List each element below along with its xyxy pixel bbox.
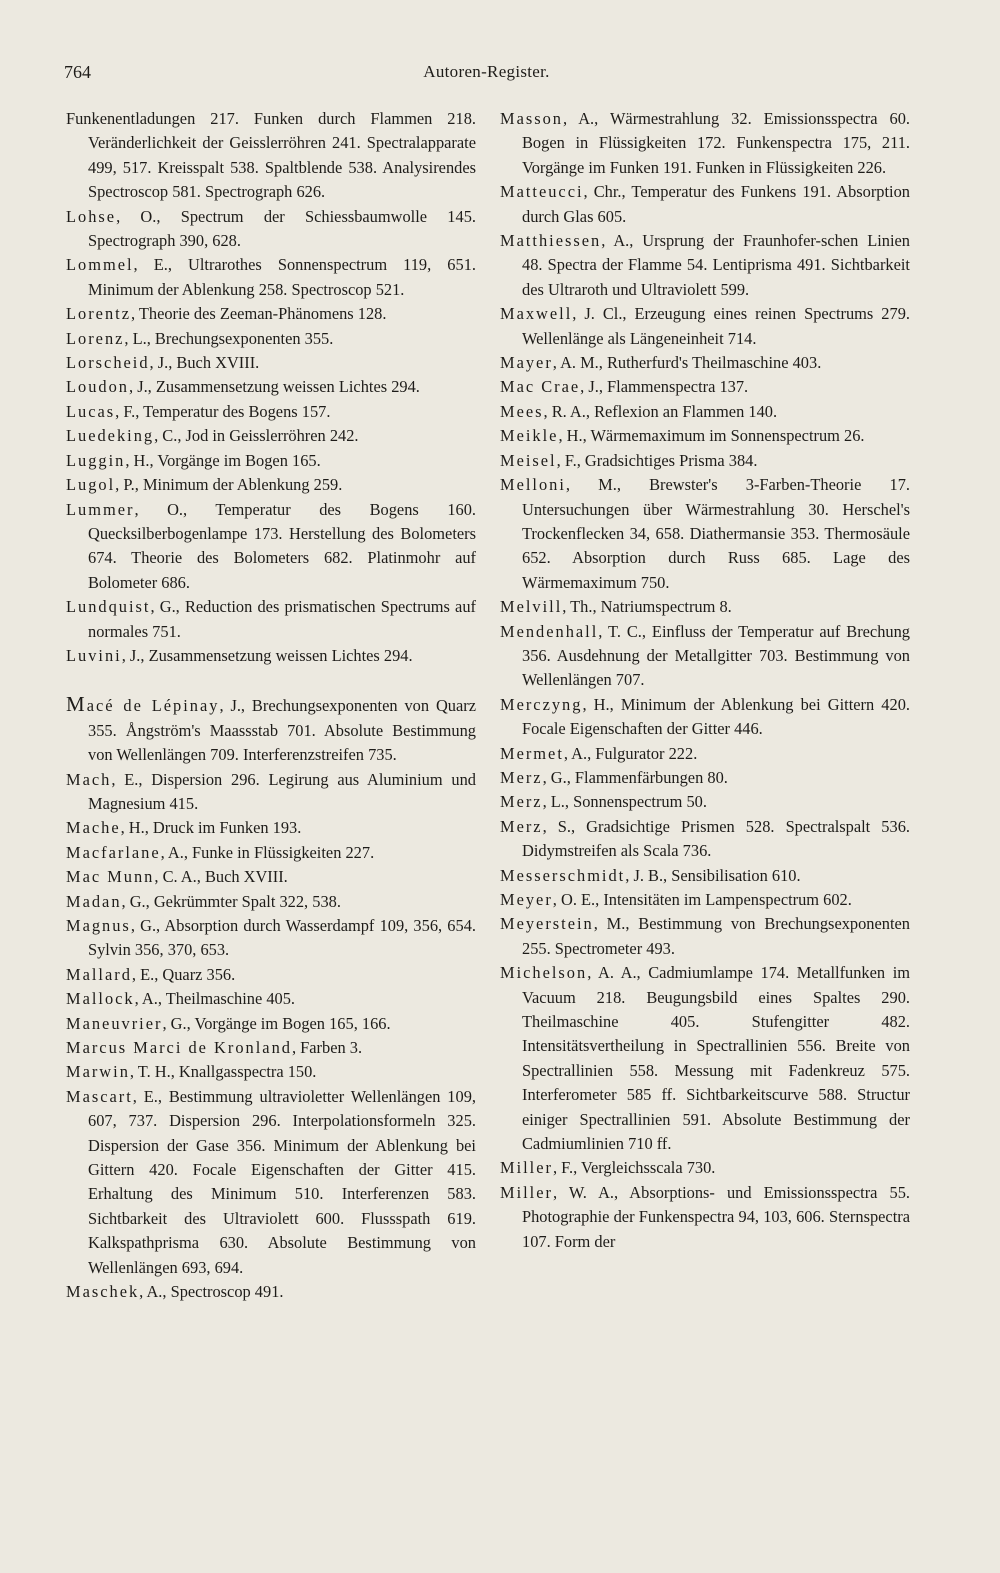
entry-name: Marcus Marci de Kronland [66,1038,292,1058]
entry-name: Lundquist [66,597,151,617]
entry-text: , P., Minimum der Ablenkung 259. [115,475,343,495]
entry-text: , F., Temperatur des Bogens 157. [115,401,331,421]
entry-text: , A., Funke in Flüssigkeiten 227. [160,842,375,862]
index-entry [500,595,910,619]
index-entry [66,302,476,326]
entry-name-initial: M [66,692,87,717]
entry-name: Meyerstein [500,914,594,934]
index-entry [66,473,476,497]
index-entry [66,1036,476,1060]
entry-name: Mach [66,769,112,789]
entry-text: , E., Quarz 356. [131,964,236,984]
index-entry [500,693,910,742]
entry-text: , H., Druck im Funken 193. [120,818,302,838]
index-entry [66,205,476,254]
index-entry [66,914,476,963]
entry-name: Melloni [500,475,566,495]
index-entry [500,961,910,1156]
index-entry [66,987,476,1011]
entry-name: Luedeking [66,426,155,446]
entry-text: , G., Flammenfärbungen 80. [542,767,728,787]
entry-text: , G., Reduction des prismatischen Spectrums auf normales 751. [88,597,476,641]
entry-name: Lorenz [66,328,125,348]
index-entry [66,327,476,351]
page-number: 764 [64,62,91,82]
index-entry [66,107,476,205]
entry-name: Masson [500,109,563,128]
index-entry [500,107,910,180]
index-entry [500,888,910,912]
entry-name: Maxwell [500,304,573,324]
index-entry [500,375,910,399]
entry-text: , C., Jod in Geisslerröhren 242. [154,426,359,446]
index-entry [66,768,476,817]
entry-text: Funkenentladungen 217. Funken durch Flammen 218. Veränderlichkeit der Geisslerröhren 241. Spectralapparate 499, 517. Kreisspalt 538. Spaltblende 538. Analysirendes Spectroscop 581. Spectrograph 626. [66,109,476,202]
index-entry [66,1280,476,1304]
index-entry [500,620,910,693]
index-entry [66,816,476,840]
entry-name: Meyer [500,890,553,909]
index-entry [500,912,910,961]
index-entry [500,766,910,790]
entry-name: Lucas [66,401,116,421]
entry-name: Merz [500,816,543,836]
entry-name: Mermet [500,743,564,763]
entry-name: Madan [66,891,122,911]
entry-name: Loudon [66,377,129,397]
entry-name: Matthiessen [500,231,602,251]
entry-name: Maneuvrier [66,1013,163,1033]
entry-text: , H., Wärmemaximum im Sonnenspectrum 26. [558,426,865,446]
entry-name: Miller [500,1158,553,1178]
entry-name: Merczyng [500,694,583,714]
index-entry [500,180,910,229]
entry-name: Merz [500,792,543,812]
entry-name: Merz [500,767,543,787]
index-entry [66,424,476,448]
entry-name: Mac Crae [500,377,581,397]
index-entry [66,400,476,424]
entry-name: Mac Munn [66,867,155,887]
index-entry [500,400,910,424]
index-entry [500,790,910,814]
entry-name: Mache [66,818,121,838]
entry-text: , A. A., Cadmiumlampe 174. Metallfunken im Vacuum 218. Beugungsbild eines Spaltes 290. Theilmaschine 405. Stufengitter 482. Intensitätsvertheilung in Spectrallinien 556. Breite von Spectrallinien 558. Messung mit Fadenkreuz 575. Interferometer 585 ff. Sichtbarkeitscurve 588. Structur einiger Spectrallinien 591. Absolute Bestimmung der Cadmiumlinien 710 ff. [522,963,910,1154]
entry-name: Lohse [66,206,117,226]
entry-text: , A., Wärmestrahlung 32. Emissionsspectra 60. Bogen in Flüssigkeiten 172. Funkenspectra 175, 211. Vorgänge im Funken 191. Funken in Flüssigkeiten 226. [522,109,910,177]
entry-text: , O. E., Intensitäten im Lampenspectrum 602. [552,890,852,909]
entry-text: , G., Vorgänge im Bogen 165, 166. [162,1013,391,1033]
index-entry [66,449,476,473]
entry-text: , H., Minimum der Ablenkung bei Gittern 420. Focale Eigenschaften der Gitter 446. [522,694,910,739]
entry-text: , A., Fulgurator 222. [563,743,698,763]
entry-text: , G., Gekrümmter Spalt 322, 538. [121,891,341,911]
entry-text: , G., Absorption durch Wasserdampf 109, 356, 654. Sylvin 356, 370, 653. [88,916,476,960]
index-entry [66,351,476,375]
entry-name: Mendenhall [500,621,599,641]
entry-name: Mascart [66,1086,133,1106]
index-entry [66,1085,476,1280]
entry-name: Miller [500,1182,553,1202]
entry-name: Luvini [66,645,122,665]
entry-text: , Theorie des Zeeman-Phänomens 128. [130,304,387,324]
entry-text: , T. H., Knallgasspectra 150. [129,1062,317,1082]
index-entry [500,424,910,448]
entry-name: Meikle [500,426,559,446]
index-entry [500,449,910,473]
index-entry [66,644,476,668]
index-entry [66,890,476,914]
index-entry [500,1181,910,1254]
index-entry [500,351,910,375]
index-entry [500,742,910,766]
entry-text: , E., Ultrarothes Sonnenspectrum 119, 651. Minimum der Ablenkung 258. Spectroscop 521. [88,255,476,299]
left-column [66,107,476,1305]
entry-name: Magnus [66,916,131,935]
index-entry [500,864,910,888]
entry-name: Michelson [500,963,588,983]
entry-name: Matteucci [500,182,584,202]
entry-name: Melvill [500,597,563,617]
index-entry [66,375,476,399]
entry-text: , J., Buch XVIII. [149,353,260,373]
running-title: Autoren-Register. [423,62,550,81]
entry-text: , E., Dispersion 296. Legirung aus Aluminium und Magnesium 415. [88,769,476,813]
entry-text: , R. A., Reflexion an Flammen 140. [543,401,778,421]
index-entry [500,815,910,864]
entry-text: , T. C., Einfluss der Temperatur auf Brechung 356. Ausdehnung der Metallgitter 703. Bestimmung von Wellenlängen 707. [522,621,910,690]
entry-text: , F., Vergleichsscala 730. [552,1158,716,1178]
entry-text: , H., Vorgänge im Bogen 165. [125,450,321,470]
entry-name: Mallock [66,989,135,1009]
entry-name: Lorscheid [66,353,150,373]
entry-text: , E., Bestimmung ultravioletter Wellenlängen 109, 607, 737. Dispersion 296. Interpolationsformeln 325. Dispersion der Gase 356. Minimum der Ablenkung bei Gittern 420. Focale Eigenschaften der Gitter 415. Erhaltung des Minimum 510. Interferenzen 583. Sichtbarkeit des Ultraviolett 600. Flussspath 619. Kalkspathprisma 630. Absolute Bestimmung von Wellenlängen 693, 694. [88,1086,476,1277]
entry-name: Lugol [66,475,116,495]
entry-name: Meisel [500,450,557,470]
page-header [64,62,909,86]
entry-name: Mees [500,401,544,421]
entry-text: , J., Zusammensetzung weissen Lichtes 294. [121,645,413,665]
index-entry [66,1012,476,1036]
entry-text: , J., Brechungsexponenten von Quarz 355. Ångström's Maassstab 701. Absolute Bestimmung von Wellenlängen 709. Interferenzstreifen 735. [88,696,476,765]
entry-text: , J. Cl., Erzeugung eines reinen Spectrums 279. Wellenlänge als Längeneinheit 714. [522,304,910,348]
entry-text: , S., Gradsichtige Prismen 528. Spectralspalt 536. Didymstreifen als Scala 736. [522,816,910,861]
index-entry [66,498,476,596]
entry-text: , J. B., Sensibilisation 610. [625,865,801,885]
entry-text: , A., Theilmaschine 405. [134,989,296,1009]
entry-text: , O., Spectrum der Schiessbaumwolle 145. Spectrograph 390, 628. [88,206,476,251]
entry-name: Marwin [66,1062,130,1082]
index-entry [66,595,476,644]
entry-name: Mayer [500,353,553,373]
right-column [500,107,910,1254]
index-entry [66,963,476,987]
entry-text: , Farben 3. [291,1038,363,1058]
entry-text: , A. M., Rutherfurd's Theilmaschine 403. [552,353,822,373]
entry-text: , J., Zusammensetzung weissen Lichtes 294. [129,377,420,397]
index-entry [500,1156,910,1180]
entry-text: , Chr., Temperatur des Funkens 191. Absorption durch Glas 605. [522,182,910,226]
entry-text: , A., Ursprung der Fraunhofer-schen Linien 48. Spectra der Flamme 54. Lentiprisma 491. Sichtbarkeit des Ultraroth und Ultraviolett 599. [522,231,910,299]
entry-name: Messerschmidt [500,865,626,885]
index-entry [500,302,910,351]
entry-text: , L., Brechungsexponenten 355. [124,328,334,348]
entry-text: , C. A., Buch XVIII. [154,867,288,887]
entry-text: , J., Flammenspectra 137. [580,377,749,397]
entry-text: , L., Sonnenspectrum 50. [542,792,707,812]
index-entry [66,865,476,889]
entry-name: acé de Lépinay [86,696,220,716]
index-entry [66,253,476,302]
entry-text: , M., Brewster's 3-Farben-Theorie 17. Untersuchungen über Wärmestrahlung 30. Herschel's Trockenflecken 34, 658. Diathermansie 353. Thermosäule 652. Absorption durch Russ 685. Lage des Wärmemaximum 750. [522,475,910,592]
index-entry [66,692,476,767]
entry-text: , M., Bestimmung von Brechungsexponenten 255. Spectrometer 493. [522,914,910,958]
entry-text: , A., Spectroscop 491. [139,1282,284,1302]
entry-text: , O., Temperatur des Bogens 160. Quecksilberbogenlampe 173. Herstellung des Bolometers 674. Theorie des Bolometers 682. Platinmohr auf Bolometer 686. [88,499,476,592]
entry-text: , W. A., Absorptions- und Emissionsspectra 55. Photographie der Funkenspectra 94, 103, 606. Sternspectra 107. Form der [522,1182,910,1251]
entry-name: Luggin [66,450,126,470]
entry-text: , Th., Natriumspectrum 8. [562,597,732,617]
entry-name: Macfarlane [66,842,161,862]
entry-text: , F., Gradsichtiges Prisma 384. [556,450,758,470]
index-entry [500,229,910,302]
index-entry [500,473,910,595]
entry-name: Mallard [66,964,132,984]
index-entry [66,1060,476,1084]
entry-name: Maschek [66,1282,140,1302]
entry-name: Lorentz [66,304,131,324]
entry-name: Lummer [66,499,135,519]
entry-name: Lommel [66,255,134,275]
index-entry [66,841,476,865]
